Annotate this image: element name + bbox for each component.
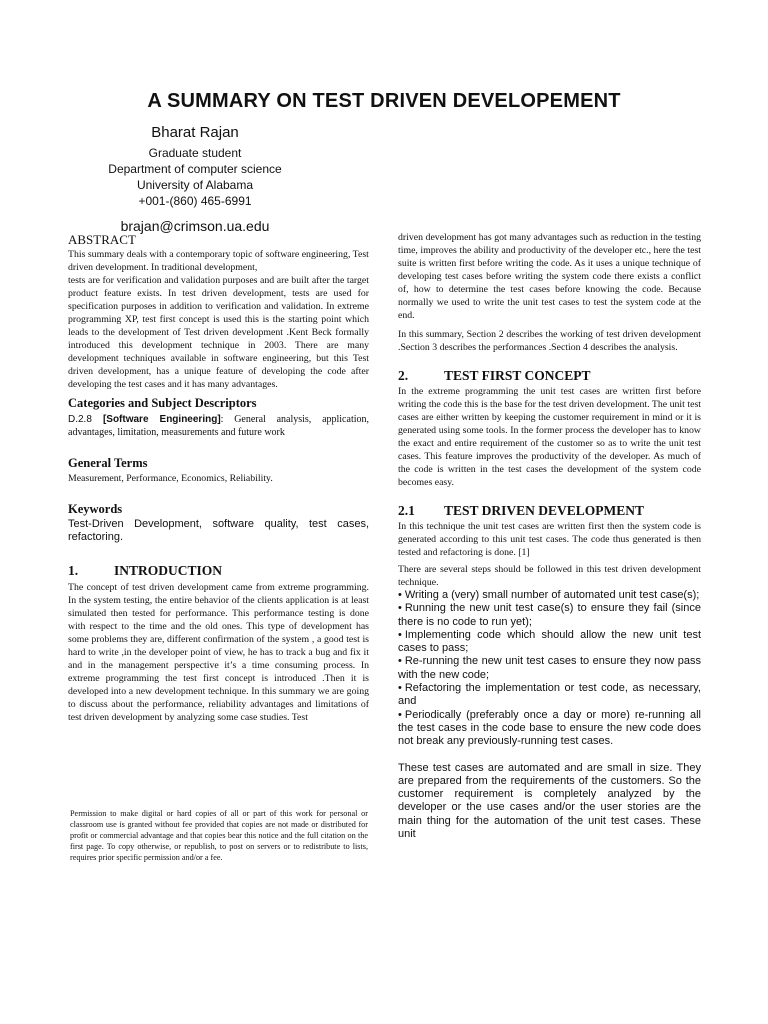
list-item bbox=[398, 709, 701, 749]
keywords-text: Test-Driven Development, software quality, test cases, refactoring. bbox=[68, 518, 369, 544]
section21-heading bbox=[398, 503, 701, 519]
list-item-text: Periodically (preferably once a day or more) re-running all the test cases in the code base to ensure the new code does not break any previously-running test cases. bbox=[398, 708, 701, 748]
list-item bbox=[398, 629, 701, 656]
section21-text: In this technique the unit test cases are written first then the system code is generated according to this unit test cases. The code thus generated is then tested and refactoring is done. [1] bbox=[398, 521, 701, 558]
permission-notice: Permission to make digital or hard copies of all or part of this work for personal or classroom use is granted without fee provided that copies are not made or distributed for profit or commercial advantage and that copies bear this notice and the full citation on the first page. To copy otherwise, or republish, to post on servers or to redistribute to lists, requires prior specific permission and/or a fee. bbox=[70, 809, 368, 862]
introduction-number: 1. bbox=[68, 562, 79, 578]
list-item-text: Writing a (very) small number of automated unit test case(s); bbox=[404, 589, 700, 601]
list-item-text: Re-running the new unit test cases to ensure they now pass with the new code; bbox=[398, 655, 701, 681]
section2-heading bbox=[398, 368, 701, 384]
bullet-icon: • bbox=[398, 682, 402, 695]
general-terms-heading: General Terms bbox=[68, 456, 148, 470]
bullet-icon: • bbox=[398, 602, 402, 615]
general-terms-text: Measurement, Performance, Economics, Reliability. bbox=[68, 473, 273, 484]
author-block bbox=[60, 124, 330, 235]
section2-title: TEST FIRST CONCEPT bbox=[444, 368, 591, 383]
abstract-heading: ABSTRACT bbox=[68, 232, 136, 247]
list-item bbox=[398, 682, 701, 709]
list-item-text: Refactoring the implementation or test code, as necessary, and bbox=[398, 682, 701, 708]
introduction-heading bbox=[68, 563, 369, 579]
abstract-body: tests are for verification and validation purposes and are built after the target product feature exists. In test driven development, tests are used for specification purposes in addition to verification and validation. In extreme programming XP, test first concept is used this is the starting point which leads to the development of Test driven development .Kent Beck formally introduced this development technique in 2003. There are many development techniques available in software engineering, but this Test driven development, has a unique feature of developing the code after developing the test cases and it has many advantages. bbox=[68, 275, 369, 390]
abstract-line-1: This summary deals with a contemporary topic of software engineering, Test driven development. In traditional development, bbox=[68, 249, 369, 273]
categories-label: [Software Engineering] bbox=[102, 414, 221, 425]
steps-list bbox=[398, 589, 701, 749]
author-role: Graduate student bbox=[148, 146, 242, 160]
categories-text bbox=[68, 414, 369, 439]
section21-closing: These test cases are automated and are small in size. They are prepared from the requirements of the customers. So the customer requirement is completely analyzed by the developer or the use cases and/or the user stories are the main thing for the automation of the unit test cases. These unit bbox=[398, 761, 701, 841]
list-item bbox=[398, 602, 701, 629]
left-column bbox=[68, 232, 369, 724]
author-phone: +001-(860) 465-6991 bbox=[138, 194, 252, 208]
author-email: brajan@crimson.ua.edu bbox=[120, 218, 270, 234]
bullet-icon: • bbox=[398, 589, 402, 601]
right-column bbox=[398, 231, 701, 841]
keywords-heading: Keywords bbox=[68, 502, 123, 516]
summary-outline: In this summary, Section 2 describes the working of test driven development .Section 3 describes the performances .Section 4 describes the analysis. bbox=[398, 329, 701, 353]
list-item bbox=[398, 589, 701, 602]
bullet-icon: • bbox=[398, 708, 402, 721]
categories-description: : General analysis, application, advantages, limitation, measurements and future work bbox=[68, 414, 369, 438]
introduction-text: The concept of test driven development came from extreme programming. In the system testing, the entire behavior of the clients application is at least simulated then tested for performance. This performance testing is done with respect to the time and the old ones. This type of development has some problems they are, different confirmation of the system , a good test is hard to write ,in the developer point of view, he has to track a bug and fix it and in the management perspective it’s a time consuming process. In extreme programming the test first concept is introduced .Then it is developed into a new development technique. In this summary we are going to discuss about the performance, reliability advantages and limitations of test driven development by analyzing some case studies. Test bbox=[68, 581, 369, 723]
section21-number: 2.1 bbox=[398, 503, 415, 518]
bullet-icon: • bbox=[398, 628, 402, 641]
list-item-text: Implementing code which should allow the new unit test cases to pass; bbox=[398, 628, 701, 655]
section21-steps-intro: There are several steps should be followed in this test driven development technique. bbox=[398, 564, 701, 588]
author-university: University of Alabama bbox=[136, 178, 254, 192]
list-item bbox=[398, 655, 701, 682]
paper-title: A SUMMARY ON TEST DRIVEN DEVELOPEMENT bbox=[147, 90, 621, 112]
author-department: Department of computer science bbox=[108, 162, 282, 176]
section2-text: In the extreme programming the unit test cases are written first before writing the code this is the base for the test driven development. The unit test cases are either written by keeping the customer requirement in mind or it is generated using some tools. In the former process the developer has to know the exact and entire requirement of the customer so as to write the unit test cases. This feature improves the productivity of the developer. As much of the code is written in the test cases the development of the system code becomes easy. bbox=[398, 386, 701, 488]
list-item-text: Running the new unit test case(s) to ensure they fail (since there is no code to run yet); bbox=[398, 602, 701, 628]
introduction-continued: driven development has got many advantages such as reduction in the testing time, improves the ability and productivity of the developer etc., here the test suite is written first before writing the code. As it uses a unique technique of developing test cases before writing the system code there exists a conflict of, how to determine the test cases before knowing the code. Because normally we used to write the unit test cases to test the system code at the end. bbox=[398, 232, 701, 321]
section21-title: TEST DRIVEN DEVELOPMENT bbox=[444, 503, 645, 518]
introduction-title: INTRODUCTION bbox=[114, 562, 223, 578]
categories-code: D.2.8 bbox=[68, 414, 103, 425]
section2-number: 2. bbox=[398, 368, 409, 383]
categories-heading: Categories and Subject Descriptors bbox=[68, 396, 257, 410]
author-name: Bharat Rajan bbox=[151, 124, 239, 141]
bullet-icon: • bbox=[398, 655, 402, 668]
